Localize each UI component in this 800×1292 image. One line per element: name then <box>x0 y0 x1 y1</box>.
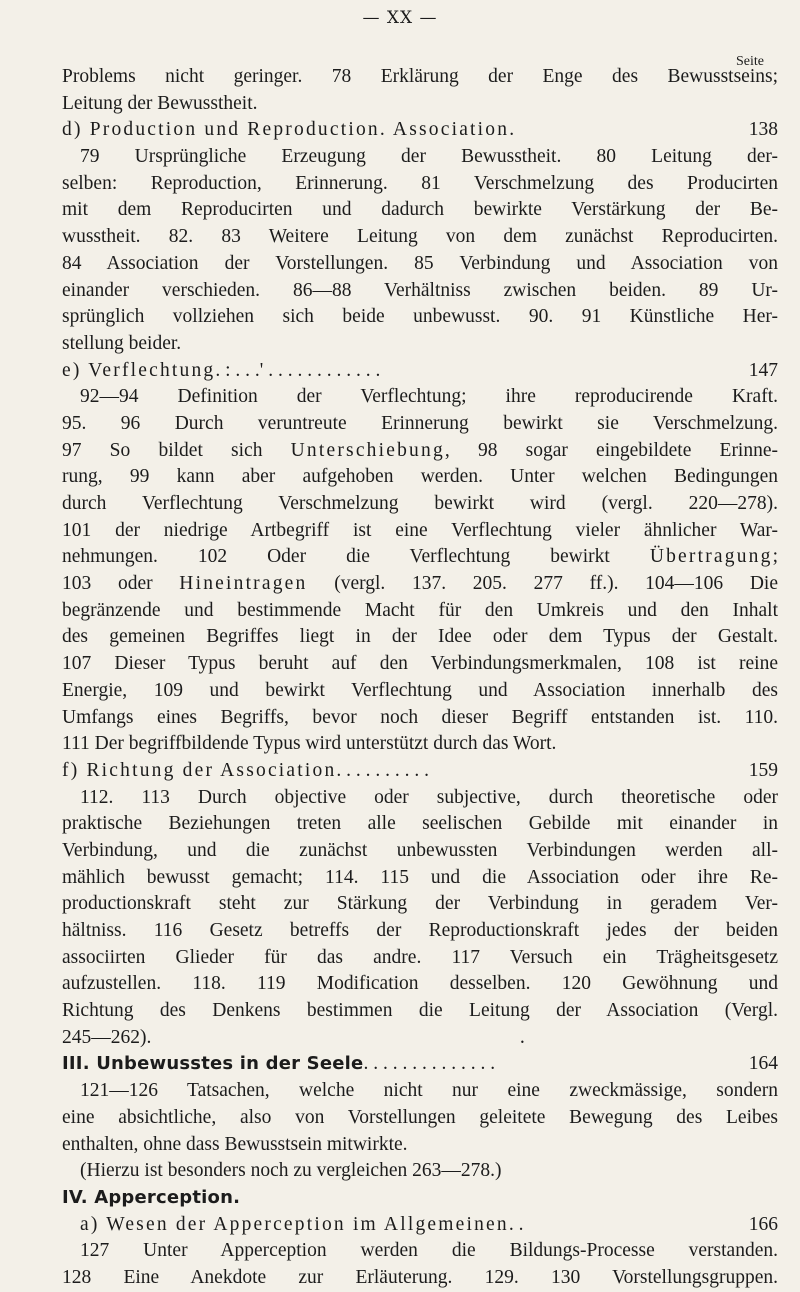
text-line: sprünglich vollziehen sich beide unbewusst. 90. 91 Künstliche Her- <box>62 306 778 328</box>
section-heading: IV. Apperception. <box>62 1186 241 1208</box>
running-header: — XX — <box>362 8 438 28</box>
text-line: durch Verflechtung Verschmelzung bewirkt wird (vergl. 220—278). <box>62 493 778 514</box>
text-line: Problems nicht geringer. 78 Erklärung der Enge des Bewusstseins; <box>62 66 778 87</box>
toc-page-number: 159 <box>748 759 778 781</box>
text-line: hältniss. 116 Gesetz betreffs der Reproductionskraft jedes der beiden <box>62 920 778 941</box>
toc-entry <box>62 358 778 385</box>
toc-entry-title: e) Verflechtung <box>62 359 216 381</box>
text-line: Verbindung, und die zunächst unbewussten Verbindungen werden all- <box>62 839 778 861</box>
text-line: selben: Reproduction, Erinnerung. 81 Verschmelzung des Producirten <box>62 172 778 194</box>
text-line: 79 Ursprüngliche Erzeugung der Bewusstheit. 80 Leitung der- <box>80 146 778 168</box>
ink-speck: • <box>520 1038 525 1047</box>
text-line: 112. 113 Durch objective oder subjective, durch theoretische oder <box>80 786 778 808</box>
text-line: stellung beider. <box>62 332 182 354</box>
text-line: Richtung des Denkens bestimmen die Leitung der Association (Vergl. <box>62 1000 778 1022</box>
text-line: Energie, 109 und bewirkt Verflechtung und Association innerhalb des <box>62 679 778 701</box>
toc-page-number: 166 <box>748 1213 778 1235</box>
toc-entry <box>62 758 778 785</box>
text-line: mählich bewusst gemacht; 114. 115 und die Association oder ihre Re- <box>62 866 778 888</box>
toc-leader-dots: . . <box>508 1213 524 1235</box>
toc-leader-dots: . . . . . . . . . . . . . . <box>363 1053 496 1075</box>
text-line: 92—94 Definition der Verflechtung; ihre reproducirende Kraft. <box>80 386 778 408</box>
text-line: 127 Unter Apperception werden die Bildungs-Processe verstanden. <box>80 1240 778 1262</box>
text-line: eine absichtliche, also von Vorstellungen geleitete Bewegung des Leibes <box>62 1106 778 1128</box>
text-line: 111 Der begriffbildende Typus wird unterstützt durch das Wort. <box>62 733 557 755</box>
text-line: einander verschieden. 86—88 Verhältniss zwischen beiden. 89 Ur- <box>62 279 778 301</box>
text-line: associirten Glieder für das andre. 117 Versuch ein Trägheitsgesetz <box>62 946 778 968</box>
toc-entry-title: a) Wesen der Apperception im Allgemeinen <box>80 1213 509 1235</box>
text-line: Umfangs eines Begriffs, bevor noch dieser Begriff entstanden ist. 110. <box>62 706 778 728</box>
toc-page-number: 164 <box>748 1053 778 1075</box>
text-line: rung, 99 kann aber aufgehoben werden. Unter welchen Bedingungen <box>62 466 778 488</box>
text-line: 101 der niedrige Artbegriff ist eine Verflechtung vieler ähnlicher War- <box>62 519 778 541</box>
page-column-label: Seite <box>736 54 764 69</box>
text-line: 128 Eine Anekdote zur Erläuterung. 129. 130 Vorstellungsgruppen. <box>62 1266 778 1288</box>
toc-leader-dots: . . . . . . . . . . <box>336 759 430 781</box>
toc-leader-dots: . : . . .' . . . . . . . . . . . . <box>215 359 381 381</box>
toc-entry <box>62 1051 778 1078</box>
text-line: 84 Association der Vorstellungen. 85 Verbindung und Association von <box>62 252 778 274</box>
text-line: 107 Dieser Typus beruht auf den Verbindungsmerkmalen, 108 ist reine <box>62 653 778 675</box>
table-of-contents <box>62 64 778 1292</box>
toc-page-number: 138 <box>748 119 778 141</box>
text-line: praktische Beziehungen treten alle seelischen Gebilde mit einander in <box>62 813 778 835</box>
toc-entry <box>62 1212 778 1239</box>
text-line: mit dem Reproducirten und dadurch bewirkte Verstärkung der Be- <box>62 199 778 221</box>
text-line: wusstheit. 82. 83 Weitere Leitung von dem zunächst Reproducirten. <box>62 226 778 248</box>
text-line: 103 oder Hineintragen (vergl. 137. 205. 277 ff.). 104—106 Die <box>62 573 778 595</box>
toc-page-number: 147 <box>748 359 778 381</box>
toc-entry-title: d) Production und Reproduction. Association <box>62 119 510 141</box>
text-line: Leitung der Bewusstheit. <box>62 92 258 114</box>
text-line: des gemeinen Begriffes liegt in der Idee oder dem Typus der Gestalt. <box>62 626 778 648</box>
toc-leader-dots: . <box>509 119 515 141</box>
text-line: 95. 96 Durch veruntreute Erinnerung bewirkt sie Verschmelzung. <box>62 412 778 434</box>
text-line: 245—262). <box>62 1026 152 1048</box>
text-line: begränzende und bestimmende Macht für den Umkreis und den Inhalt <box>62 599 778 621</box>
text-line: enthalten, ohne dass Bewusstsein mitwirkte. <box>62 1133 408 1155</box>
text-line: aufzustellen. 118. 119 Modification desselben. 120 Gewöhnung und <box>62 973 778 995</box>
toc-entry <box>62 117 778 144</box>
text-line: productionskraft steht zur Stärkung der Verbindung in geradem Ver- <box>62 893 778 915</box>
text-line: 121—126 Tatsachen, welche nicht nur eine zweckmässige, sondern <box>80 1080 778 1102</box>
text-line: (Hierzu ist besonders noch zu vergleichen 263—278.) <box>80 1160 502 1182</box>
toc-entry-title: f) Richtung der Association <box>62 759 337 781</box>
text-line: nehmungen. 102 Oder die Verflechtung bewirkt Übertragung; <box>62 546 778 568</box>
toc-entry-title: III. Unbewusstes in der Seele <box>62 1053 364 1075</box>
text-line: 97 So bildet sich Unterschiebung, 98 sogar eingebildete Erinne- <box>62 439 778 461</box>
